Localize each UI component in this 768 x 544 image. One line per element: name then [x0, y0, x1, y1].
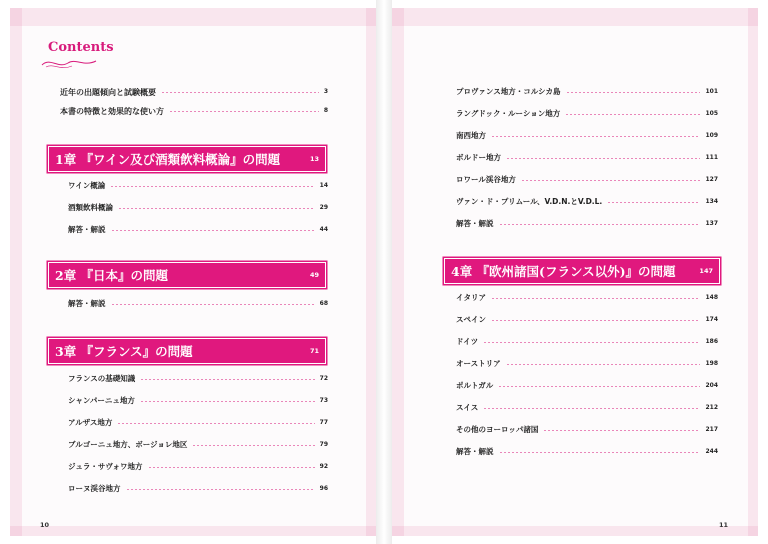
toc-entry[interactable]	[456, 444, 718, 460]
toc-entry[interactable]	[456, 106, 718, 122]
toc-entry[interactable]	[60, 103, 328, 119]
toc-entry-page: 137	[705, 220, 718, 227]
toc-entry-page: 44	[319, 226, 328, 233]
page-number-left: 10	[40, 521, 50, 529]
chapter-banner-3[interactable]	[48, 338, 326, 364]
toc-entry-label: アルザス地方	[68, 418, 113, 427]
toc-entry-label: 解答・解説	[68, 299, 106, 308]
flourish-ornament	[38, 55, 98, 71]
toc-entry-label: 解答・解説	[456, 219, 494, 228]
chapter-page: 13	[309, 155, 319, 163]
dot-leader	[498, 386, 700, 387]
toc-entry-page: 8	[323, 107, 328, 114]
dot-leader	[491, 136, 700, 137]
toc-entry-label: スペイン	[456, 315, 486, 324]
toc-entry[interactable]	[456, 312, 718, 328]
toc-entry[interactable]	[68, 481, 328, 497]
dot-leader	[118, 208, 315, 209]
toc-entry[interactable]	[456, 334, 718, 350]
chapter-banner-4[interactable]	[444, 258, 720, 284]
page-edge-decoration	[392, 8, 404, 536]
toc-entry-page: 101	[705, 88, 718, 95]
dot-leader	[499, 452, 701, 453]
toc-entry-page: 77	[319, 419, 328, 426]
toc-entry[interactable]	[456, 84, 718, 100]
toc-entry-page: 244	[705, 448, 718, 455]
toc-entry-page: 174	[705, 316, 718, 323]
dot-leader	[192, 445, 314, 446]
toc-entry-label: ボルドー地方	[456, 153, 501, 162]
toc-entry[interactable]	[456, 216, 718, 232]
toc-entry-page: 29	[319, 204, 328, 211]
dot-leader	[565, 114, 700, 115]
toc-entry[interactable]	[68, 437, 328, 453]
toc-entry-label: ロワール渓谷地方	[456, 175, 516, 184]
page-edge-decoration	[10, 8, 22, 536]
toc-entry-page: 111	[705, 154, 718, 161]
toc-entry-label: オーストリア	[456, 359, 501, 368]
toc-entry[interactable]	[68, 371, 328, 387]
page-edge-decoration	[392, 8, 758, 26]
chapter-title: 3章 『フランス』の問題	[55, 344, 193, 359]
toc-entry[interactable]	[456, 378, 718, 394]
page-edge-decoration	[392, 526, 758, 536]
dot-leader	[111, 230, 315, 231]
page-edge-decoration	[10, 526, 376, 536]
page-edge-decoration	[366, 8, 376, 536]
toc-entry[interactable]	[68, 222, 328, 238]
toc-entry[interactable]	[456, 356, 718, 372]
dot-leader	[499, 224, 701, 225]
toc-entry[interactable]	[68, 200, 328, 216]
toc-entry-label: 近年の出題傾向と試験概要	[60, 87, 156, 97]
dot-leader	[491, 298, 700, 299]
toc-entry[interactable]	[68, 459, 328, 475]
dot-leader	[140, 401, 315, 402]
dot-leader	[126, 489, 315, 490]
dot-leader	[111, 304, 315, 305]
toc-entry[interactable]	[68, 393, 328, 409]
dot-leader	[117, 423, 314, 424]
toc-entry-page: 148	[705, 294, 718, 301]
toc-entry-label: ジュラ・サヴォワ地方	[68, 462, 143, 471]
toc-entry-label: スイス	[456, 403, 479, 412]
toc-entry-label: 解答・解説	[456, 447, 494, 456]
chapter-banner-1[interactable]	[48, 146, 326, 172]
toc-entry-page: 212	[705, 404, 718, 411]
chapter-title: 2章 『日本』の問題	[55, 268, 169, 283]
toc-entry[interactable]	[68, 296, 328, 312]
chapter-page: 49	[309, 271, 319, 279]
toc-entry-page: 14	[319, 182, 328, 189]
toc-entry-label: イタリア	[456, 293, 486, 302]
book-gutter	[376, 0, 392, 544]
toc-entry-label: ドイツ	[456, 337, 479, 346]
chapter-title: 4章 『欧州諸国(フランス以外)』の問題	[451, 264, 676, 279]
contents-title: Contents	[48, 40, 114, 55]
toc-entry[interactable]	[60, 84, 328, 100]
dot-leader	[566, 92, 701, 93]
toc-entry[interactable]	[456, 400, 718, 416]
toc-entry-label: プロヴァンス地方・コルシカ島	[456, 87, 561, 96]
toc-entry-label: ポルトガル	[456, 381, 494, 390]
toc-entry-label: ヴァン・ド・プリムール、V.D.N.とV.D.L.	[456, 197, 603, 206]
toc-entry[interactable]	[68, 415, 328, 431]
toc-entry-page: 127	[705, 176, 718, 183]
toc-entry-page: 79	[319, 441, 328, 448]
toc-entry-label: ブルゴーニュ地方、ボージョレ地区	[68, 440, 188, 449]
toc-entry-label: フランスの基礎知識	[68, 374, 136, 383]
chapter-title: 1章 『ワイン及び酒類飲料概論』の問題	[55, 152, 281, 167]
toc-entry-label: 酒類飲料概論	[68, 203, 113, 212]
toc-entry-label: シャンパーニュ地方	[68, 396, 135, 405]
toc-entry-label: 解答・解説	[68, 225, 106, 234]
dot-leader	[483, 342, 700, 343]
toc-entry[interactable]	[456, 422, 718, 438]
toc-entry-page: 96	[319, 485, 328, 492]
toc-entry-page: 105	[705, 110, 718, 117]
chapter-page: 71	[309, 347, 319, 355]
toc-entry-page: 109	[705, 132, 718, 139]
toc-entry-page: 68	[319, 300, 328, 307]
dot-leader	[140, 379, 314, 380]
toc-entry[interactable]	[456, 172, 718, 188]
page-edge-decoration	[10, 8, 376, 26]
toc-entry-label: 南西地方	[456, 131, 486, 140]
toc-entry[interactable]	[456, 290, 718, 306]
toc-entry[interactable]	[68, 178, 328, 194]
dot-leader	[148, 467, 315, 468]
toc-entry-label: その他のヨーロッパ諸国	[456, 425, 539, 434]
toc-entry-page: 217	[705, 426, 718, 433]
toc-entry-page: 92	[319, 463, 328, 470]
dot-leader	[110, 186, 314, 187]
dot-leader	[161, 92, 319, 93]
toc-entry-label: ローヌ渓谷地方	[68, 484, 121, 493]
toc-entry[interactable]	[456, 128, 718, 144]
dot-leader	[543, 430, 700, 431]
toc-entry-page: 72	[319, 375, 328, 382]
dot-leader	[521, 180, 701, 181]
chapter-page: 147	[699, 267, 713, 275]
toc-entry-label: ラングドック・ルーション地方	[456, 109, 561, 118]
toc-entry-page: 186	[705, 338, 718, 345]
toc-entry-page: 198	[705, 360, 718, 367]
page-edge-decoration	[748, 8, 758, 536]
dot-leader	[506, 158, 700, 159]
toc-entry-page: 134	[705, 198, 718, 205]
toc-entry[interactable]	[456, 150, 718, 166]
toc-entry-page: 73	[319, 397, 328, 404]
toc-entry-page: 204	[705, 382, 718, 389]
dot-leader	[491, 320, 700, 321]
chapter-banner-2[interactable]	[48, 262, 326, 288]
dot-leader	[483, 408, 700, 409]
page-number-right: 11	[719, 521, 729, 529]
toc-entry-label: ワイン概論	[68, 181, 106, 190]
dot-leader	[169, 111, 319, 112]
dot-leader	[607, 202, 700, 203]
toc-entry-page: 3	[323, 88, 328, 95]
toc-entry-label: 本書の特徴と効果的な使い方	[60, 106, 164, 116]
dot-leader	[506, 364, 701, 365]
toc-entry[interactable]	[456, 194, 718, 210]
